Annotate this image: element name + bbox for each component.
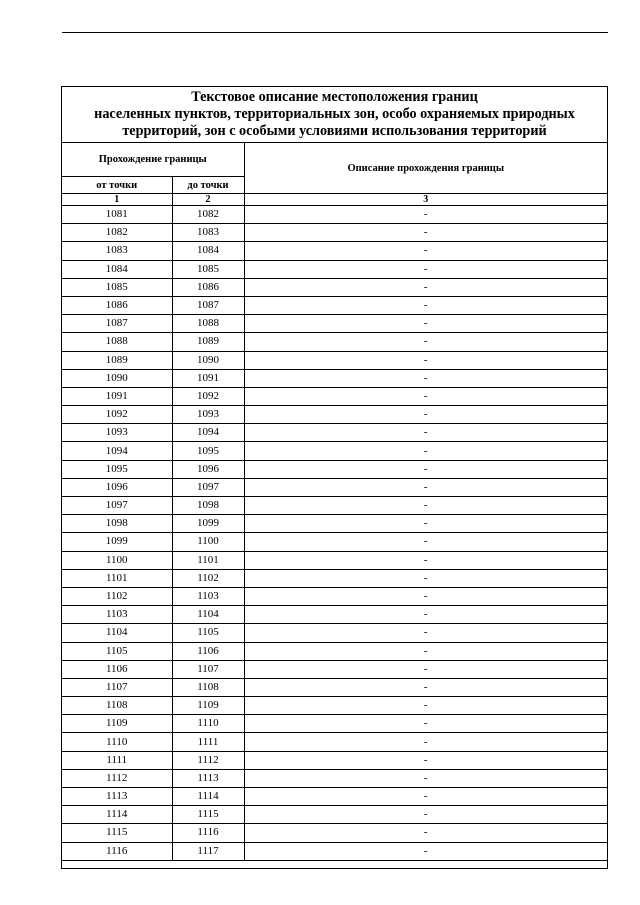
from-point-cell: 1085	[62, 278, 172, 296]
table-row	[62, 497, 607, 515]
table-row	[62, 733, 607, 751]
description-cell: -	[244, 551, 607, 569]
to-point-cell: 1083	[172, 224, 244, 242]
description-cell: -	[244, 260, 607, 278]
description-cell: -	[244, 788, 607, 806]
from-point-cell: 1091	[62, 387, 172, 405]
table-row	[62, 769, 607, 787]
from-point-cell: 1098	[62, 515, 172, 533]
table-row	[62, 587, 607, 605]
table-row	[62, 442, 607, 460]
to-point-cell: 1094	[172, 424, 244, 442]
to-point-cell: 1115	[172, 806, 244, 824]
from-point-cell: 1083	[62, 242, 172, 260]
table-row	[62, 351, 607, 369]
to-point-cell: 1099	[172, 515, 244, 533]
description-cell: -	[244, 460, 607, 478]
from-point-cell: 1110	[62, 733, 172, 751]
description-cell: -	[244, 587, 607, 605]
to-point-cell: 1108	[172, 678, 244, 696]
from-point-cell: 1105	[62, 642, 172, 660]
table-row	[62, 206, 607, 224]
description-cell: -	[244, 515, 607, 533]
table-row	[62, 678, 607, 696]
table-row	[62, 842, 607, 860]
from-point-cell: 1096	[62, 478, 172, 496]
description-cell: -	[244, 769, 607, 787]
to-point-cell: 1101	[172, 551, 244, 569]
table-row	[62, 278, 607, 296]
from-point-cell: 1087	[62, 315, 172, 333]
from-point-cell: 1101	[62, 569, 172, 587]
description-cell: -	[244, 387, 607, 405]
description-cell: -	[244, 697, 607, 715]
description-cell: -	[244, 624, 607, 642]
boundary-table	[62, 143, 607, 861]
header-rule	[62, 32, 608, 33]
description-cell: -	[244, 642, 607, 660]
header-from-point: от точки	[62, 177, 172, 194]
from-point-cell: 1086	[62, 296, 172, 314]
description-cell: -	[244, 351, 607, 369]
table-row	[62, 460, 607, 478]
description-cell: -	[244, 333, 607, 351]
description-cell: -	[244, 733, 607, 751]
from-point-cell: 1093	[62, 424, 172, 442]
from-point-cell: 1081	[62, 206, 172, 224]
header-boundary-passage: Прохождение границы	[62, 143, 244, 177]
table-row	[62, 333, 607, 351]
description-cell: -	[244, 278, 607, 296]
from-point-cell: 1099	[62, 533, 172, 551]
to-point-cell: 1087	[172, 296, 244, 314]
to-point-cell: 1112	[172, 751, 244, 769]
description-cell: -	[244, 497, 607, 515]
column-number-1: 1	[62, 194, 172, 206]
table-row	[62, 824, 607, 842]
to-point-cell: 1084	[172, 242, 244, 260]
to-point-cell: 1090	[172, 351, 244, 369]
to-point-cell: 1116	[172, 824, 244, 842]
to-point-cell: 1096	[172, 460, 244, 478]
from-point-cell: 1090	[62, 369, 172, 387]
table-row	[62, 606, 607, 624]
table-row	[62, 242, 607, 260]
table-row	[62, 533, 607, 551]
title-line-3: территорий, зон с особыми условиями использования территорий	[122, 123, 547, 139]
table-row	[62, 260, 607, 278]
document-title	[62, 87, 607, 143]
description-cell: -	[244, 569, 607, 587]
description-cell: -	[244, 606, 607, 624]
table-row	[62, 715, 607, 733]
description-cell: -	[244, 660, 607, 678]
boundary-description-form	[61, 86, 608, 869]
to-point-cell: 1097	[172, 478, 244, 496]
to-point-cell: 1082	[172, 206, 244, 224]
description-cell: -	[244, 806, 607, 824]
description-cell: -	[244, 206, 607, 224]
from-point-cell: 1116	[62, 842, 172, 860]
from-point-cell: 1094	[62, 442, 172, 460]
table-row	[62, 788, 607, 806]
title-line-2: населенных пунктов, территориальных зон, особо охраняемых природных	[94, 106, 575, 122]
to-point-cell: 1085	[172, 260, 244, 278]
description-cell: -	[244, 751, 607, 769]
to-point-cell: 1107	[172, 660, 244, 678]
table-row	[62, 424, 607, 442]
from-point-cell: 1084	[62, 260, 172, 278]
table-row	[62, 478, 607, 496]
to-point-cell: 1103	[172, 587, 244, 605]
from-point-cell: 1089	[62, 351, 172, 369]
description-cell: -	[244, 842, 607, 860]
table-row	[62, 315, 607, 333]
to-point-cell: 1086	[172, 278, 244, 296]
description-cell: -	[244, 715, 607, 733]
from-point-cell: 1100	[62, 551, 172, 569]
description-cell: -	[244, 315, 607, 333]
to-point-cell: 1088	[172, 315, 244, 333]
description-cell: -	[244, 224, 607, 242]
table-row	[62, 642, 607, 660]
from-point-cell: 1112	[62, 769, 172, 787]
to-point-cell: 1089	[172, 333, 244, 351]
table-row	[62, 551, 607, 569]
description-cell: -	[244, 242, 607, 260]
description-cell: -	[244, 824, 607, 842]
description-cell: -	[244, 424, 607, 442]
table-row	[62, 624, 607, 642]
from-point-cell: 1109	[62, 715, 172, 733]
table-row	[62, 660, 607, 678]
from-point-cell: 1095	[62, 460, 172, 478]
from-point-cell: 1108	[62, 697, 172, 715]
from-point-cell: 1114	[62, 806, 172, 824]
to-point-cell: 1105	[172, 624, 244, 642]
from-point-cell: 1107	[62, 678, 172, 696]
to-point-cell: 1095	[172, 442, 244, 460]
to-point-cell: 1102	[172, 569, 244, 587]
description-cell: -	[244, 406, 607, 424]
from-point-cell: 1102	[62, 587, 172, 605]
from-point-cell: 1082	[62, 224, 172, 242]
table-row	[62, 224, 607, 242]
table-row	[62, 369, 607, 387]
table-row	[62, 751, 607, 769]
from-point-cell: 1103	[62, 606, 172, 624]
to-point-cell: 1104	[172, 606, 244, 624]
from-point-cell: 1111	[62, 751, 172, 769]
from-point-cell: 1106	[62, 660, 172, 678]
header-description: Описание прохождения границы	[244, 143, 607, 194]
to-point-cell: 1114	[172, 788, 244, 806]
to-point-cell: 1098	[172, 497, 244, 515]
header-to-point: до точки	[172, 177, 244, 194]
title-line-1: Текстовое описание местоположения границ	[191, 89, 478, 105]
column-number-2: 2	[172, 194, 244, 206]
to-point-cell: 1091	[172, 369, 244, 387]
to-point-cell: 1109	[172, 697, 244, 715]
description-cell: -	[244, 296, 607, 314]
to-point-cell: 1113	[172, 769, 244, 787]
to-point-cell: 1117	[172, 842, 244, 860]
to-point-cell: 1093	[172, 406, 244, 424]
description-cell: -	[244, 369, 607, 387]
to-point-cell: 1092	[172, 387, 244, 405]
table-row	[62, 406, 607, 424]
from-point-cell: 1104	[62, 624, 172, 642]
table-row	[62, 387, 607, 405]
to-point-cell: 1106	[172, 642, 244, 660]
from-point-cell: 1113	[62, 788, 172, 806]
description-cell: -	[244, 478, 607, 496]
table-row	[62, 697, 607, 715]
description-cell: -	[244, 678, 607, 696]
table-row	[62, 806, 607, 824]
column-number-3: 3	[244, 194, 607, 206]
table-row	[62, 569, 607, 587]
from-point-cell: 1115	[62, 824, 172, 842]
to-point-cell: 1110	[172, 715, 244, 733]
table-row	[62, 296, 607, 314]
to-point-cell: 1111	[172, 733, 244, 751]
to-point-cell: 1100	[172, 533, 244, 551]
from-point-cell: 1088	[62, 333, 172, 351]
description-cell: -	[244, 533, 607, 551]
table-row	[62, 515, 607, 533]
from-point-cell: 1092	[62, 406, 172, 424]
from-point-cell: 1097	[62, 497, 172, 515]
description-cell: -	[244, 442, 607, 460]
